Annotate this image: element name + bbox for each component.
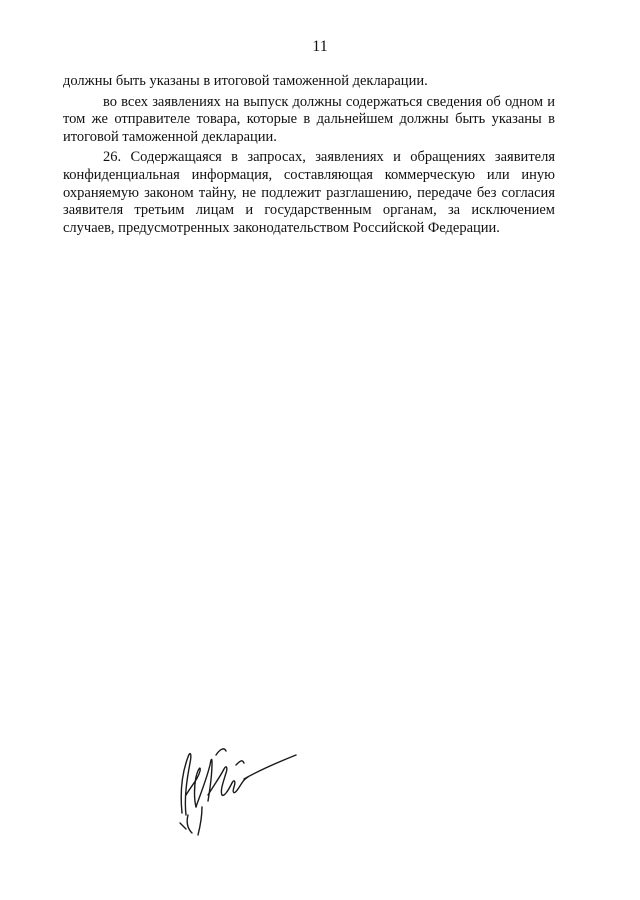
paragraph-continuation: должны быть указаны в итоговой таможенной декларации. xyxy=(63,73,428,89)
paragraph-26-confidentiality: 26. Содержащаяся в запросах, заявлениях и обращениях заявителя конфиденциальная информация, составляющая коммерческую или иную охраняемую законом тайну, не подлежит разглашению, передаче без согласия заявителя третьим лицам и государственным органам, за исключением случаев, предусмотренных законодательством Российской Федерации. xyxy=(63,149,555,236)
document-body xyxy=(63,73,555,237)
paragraph-release-applications: во всех заявлениях на выпуск должны содержаться сведения об одном и том же отправителе товара, которые в дальнейшем должны быть указаны в итоговой таможенной декларации. xyxy=(63,93,555,145)
page-number: 11 xyxy=(312,38,328,55)
handwritten-signature-icon xyxy=(168,735,308,845)
